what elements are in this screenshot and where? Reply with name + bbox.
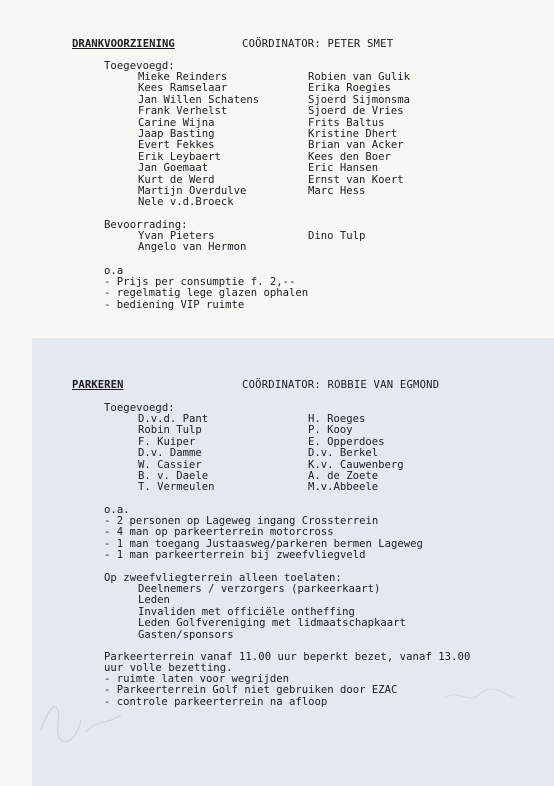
name-item: Jan Willen Schatens [138,93,260,106]
name-item: A. de Zoete [308,470,379,483]
name-item: Yvan Pieters [138,230,215,242]
name-item: Kristine Dhert [308,128,398,141]
name-item: W. Cassier [138,458,202,471]
name-item: Ernst van Koert [308,173,404,186]
name-item: Jan Goemaat [138,162,209,175]
final-item: - ruimte laten voor wegrijden [104,673,289,685]
name-item: Evert Fekkes [138,139,215,152]
final-item: - Parkeerterrein Golf niet gebruiken door EZAC [104,684,398,697]
faint-signature-scribble [36,690,126,750]
parking-final-list [104,674,397,708]
dranken-names-left [138,72,259,209]
name-item: Kees den Boer [308,150,391,163]
dranken-oa-label: o.a [104,265,124,277]
name-item: Kurt de Werd [138,173,215,186]
name-item: Sjoerd de Vries [308,105,404,118]
name-item: Erika Roegies [308,82,391,95]
final-item: - controle parkeerterrein na afloop [104,695,328,708]
name-item: K.v. Cauwenberg [308,458,404,471]
name-item: Angelo van Hermon [138,241,247,254]
glider-list [138,584,406,641]
task-item: - bediening VIP ruimte [104,298,245,311]
name-item: E. Opperdoes [308,435,385,448]
glider-item: Invaliden met officiële ontheffing [138,605,355,618]
name-item: M.v.Abbeele [308,481,379,494]
parkeren-names-right [308,414,404,494]
name-item: Carine Wijna [138,116,215,129]
task-item: - 1 man parkeerterrein bij zweefvliegveld [104,549,366,562]
faint-bleed-through-mark [440,680,520,710]
name-item: Erik Leybaert [138,150,221,163]
dranken-supply-right [308,231,365,242]
parkeren-oa-label: o.a. [104,504,130,516]
name-item: P. Kooy [308,424,353,437]
name-item: Mieke Reinders [138,71,228,83]
name-item: Dino Tulp [308,230,366,242]
glider-item: Gasten/sponsors [138,628,234,641]
parkeren-added-label: Toegevoegd: [104,402,175,414]
name-item: B. v. Daele [138,470,209,483]
name-item: Eric Hansen [308,162,379,175]
dranken-supply-label: Bevoorrading: [104,219,188,231]
name-item: D.v. Berkel [308,447,379,460]
name-item: T. Vermeulen [138,481,215,494]
glider-item: Leden Golfvereniging met lidmaatschapkaart [138,617,406,630]
parking-note-line-1: Parkeerterrein vanaf 11.00 uur beperkt bezet, vanaf 13.00 [104,651,471,663]
task-item: - regelmatig lege glazen ophalen [104,287,309,300]
task-item: - 2 personen op Lageweg ingang Crossterrein [104,515,379,527]
parkeren-names-left [138,414,215,494]
task-item: - 1 man toegang Justaasweg/parkeren bermen Lageweg [104,537,423,550]
parkeren-coordinator: COÖRDINATOR: ROBBIE VAN EGMOND [242,379,440,391]
glider-item: Deelnemers / verzorgers (parkeerkaart) [138,583,381,595]
glider-item: Leden [138,594,170,607]
dranken-heading: DRANKVOORZIENING [72,38,175,50]
dranken-task-list [104,277,308,311]
task-item: - 4 man op parkeerterrein motorcross [104,526,334,539]
dranken-names-right [308,72,410,197]
parkeren-task-list [104,516,423,562]
dranken-supply-left [138,231,246,254]
name-item: Kees Ramselaar [138,82,228,95]
name-item: D.v.d. Pant [138,413,209,425]
name-item: Marc Hess [308,185,366,198]
name-item: D.v. Damme [138,447,202,460]
name-item: Robin Tulp [138,424,202,437]
name-item: Brian van Acker [308,139,404,152]
name-item: H. Roeges [308,413,366,425]
dranken-added-label: Toegevoegd: [104,60,175,72]
name-item: Sjoerd Sijmonsma [308,93,411,106]
name-item: Frank Verhelst [138,105,228,118]
glider-label: Op zweefvliegterrein alleen toelaten: [104,572,342,584]
parkeren-heading: PARKEREN [72,379,124,391]
name-item: Frits Baltus [308,116,385,129]
name-item: F. Kuiper [138,435,196,448]
name-item: Jaap Basting [138,128,215,141]
task-item: - Prijs per consumptie f. 2,-- [104,276,296,288]
dranken-coordinator: COÖRDINATOR: PETER SMET [242,38,394,50]
name-item: Robien van Gulik [308,71,411,83]
parking-note-line-2: uur volle bezetting. [104,662,233,674]
name-item: Nele v.d.Broeck [138,196,234,209]
name-item: Martijn Overdulve [138,185,247,198]
